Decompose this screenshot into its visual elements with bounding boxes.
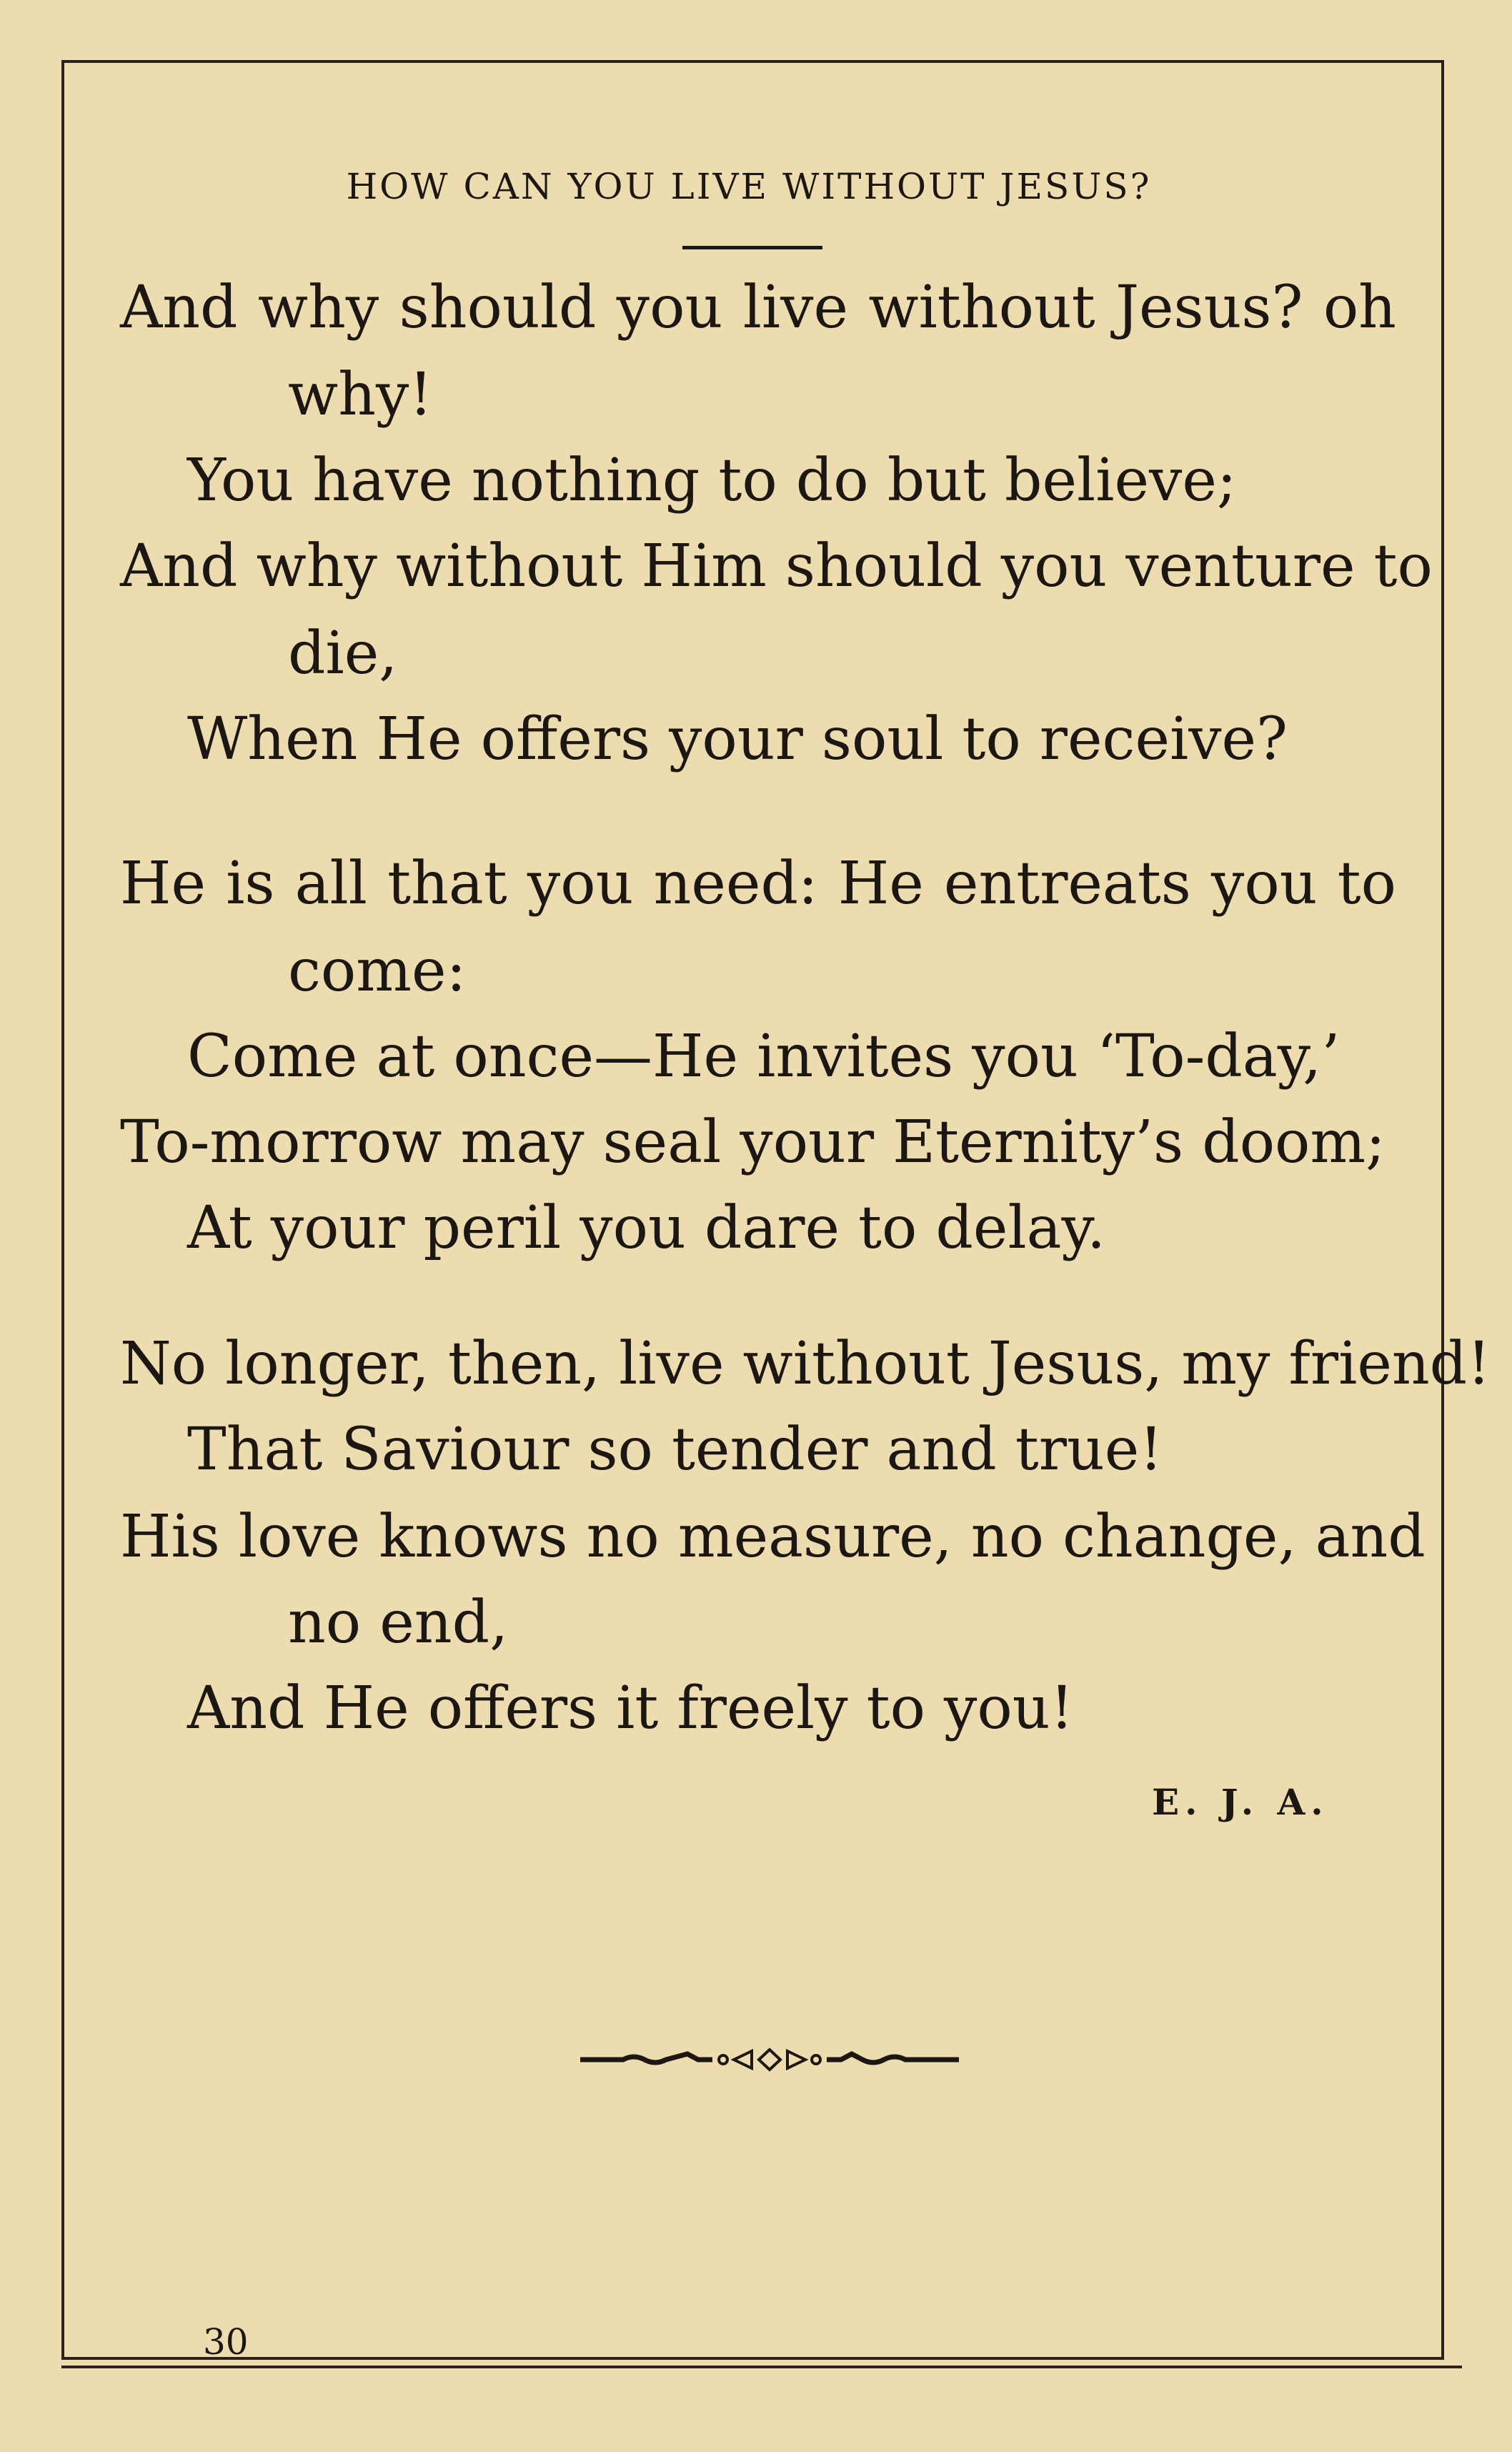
page-number: 30 [203,2321,249,2363]
author-signature: E. J. A. [1152,1781,1329,1823]
ornament-divider [580,2045,959,2074]
stanza1-line1: And why should you live without Jesus? oh [120,274,1396,342]
running-head: HOW CAN YOU LIVE WITHOUT JESUS? [346,166,1152,207]
stanza1-line3: And why without Him should you venture to [120,532,1433,600]
stanza2-line1: He is all that you need: He entreats you to [120,850,1396,918]
stanza2-line4: At your peril you dare to delay. [187,1194,1106,1262]
head-rule [682,246,822,249]
stanza1-line2: You have nothing to do but believe; [187,447,1237,515]
page-border-bottom [61,2366,1462,2368]
stanza2-line1-cont: come: [288,937,467,1005]
stanza3-line1: No longer, then, live without Jesus, my friend! [120,1330,1491,1398]
stanza3-line2: That Saviour so tender and true! [187,1416,1163,1484]
stanza1-line1-cont: why! [288,361,433,429]
stanza3-line4: And He offers it freely to you! [187,1674,1074,1742]
stanza2-line3: To-morrow may seal your Eternity’s doom; [120,1108,1386,1176]
stanza1-line4: When He offers your soul to receive? [187,705,1288,773]
stanza1-line3-cont: die, [288,620,398,688]
stanza3-line3: His love knows no measure, no change, and [120,1503,1426,1571]
stanza3-line3-cont: no end, [288,1589,509,1657]
stanza2-line2: Come at once—He invites you ‘To-day,’ [187,1023,1341,1091]
